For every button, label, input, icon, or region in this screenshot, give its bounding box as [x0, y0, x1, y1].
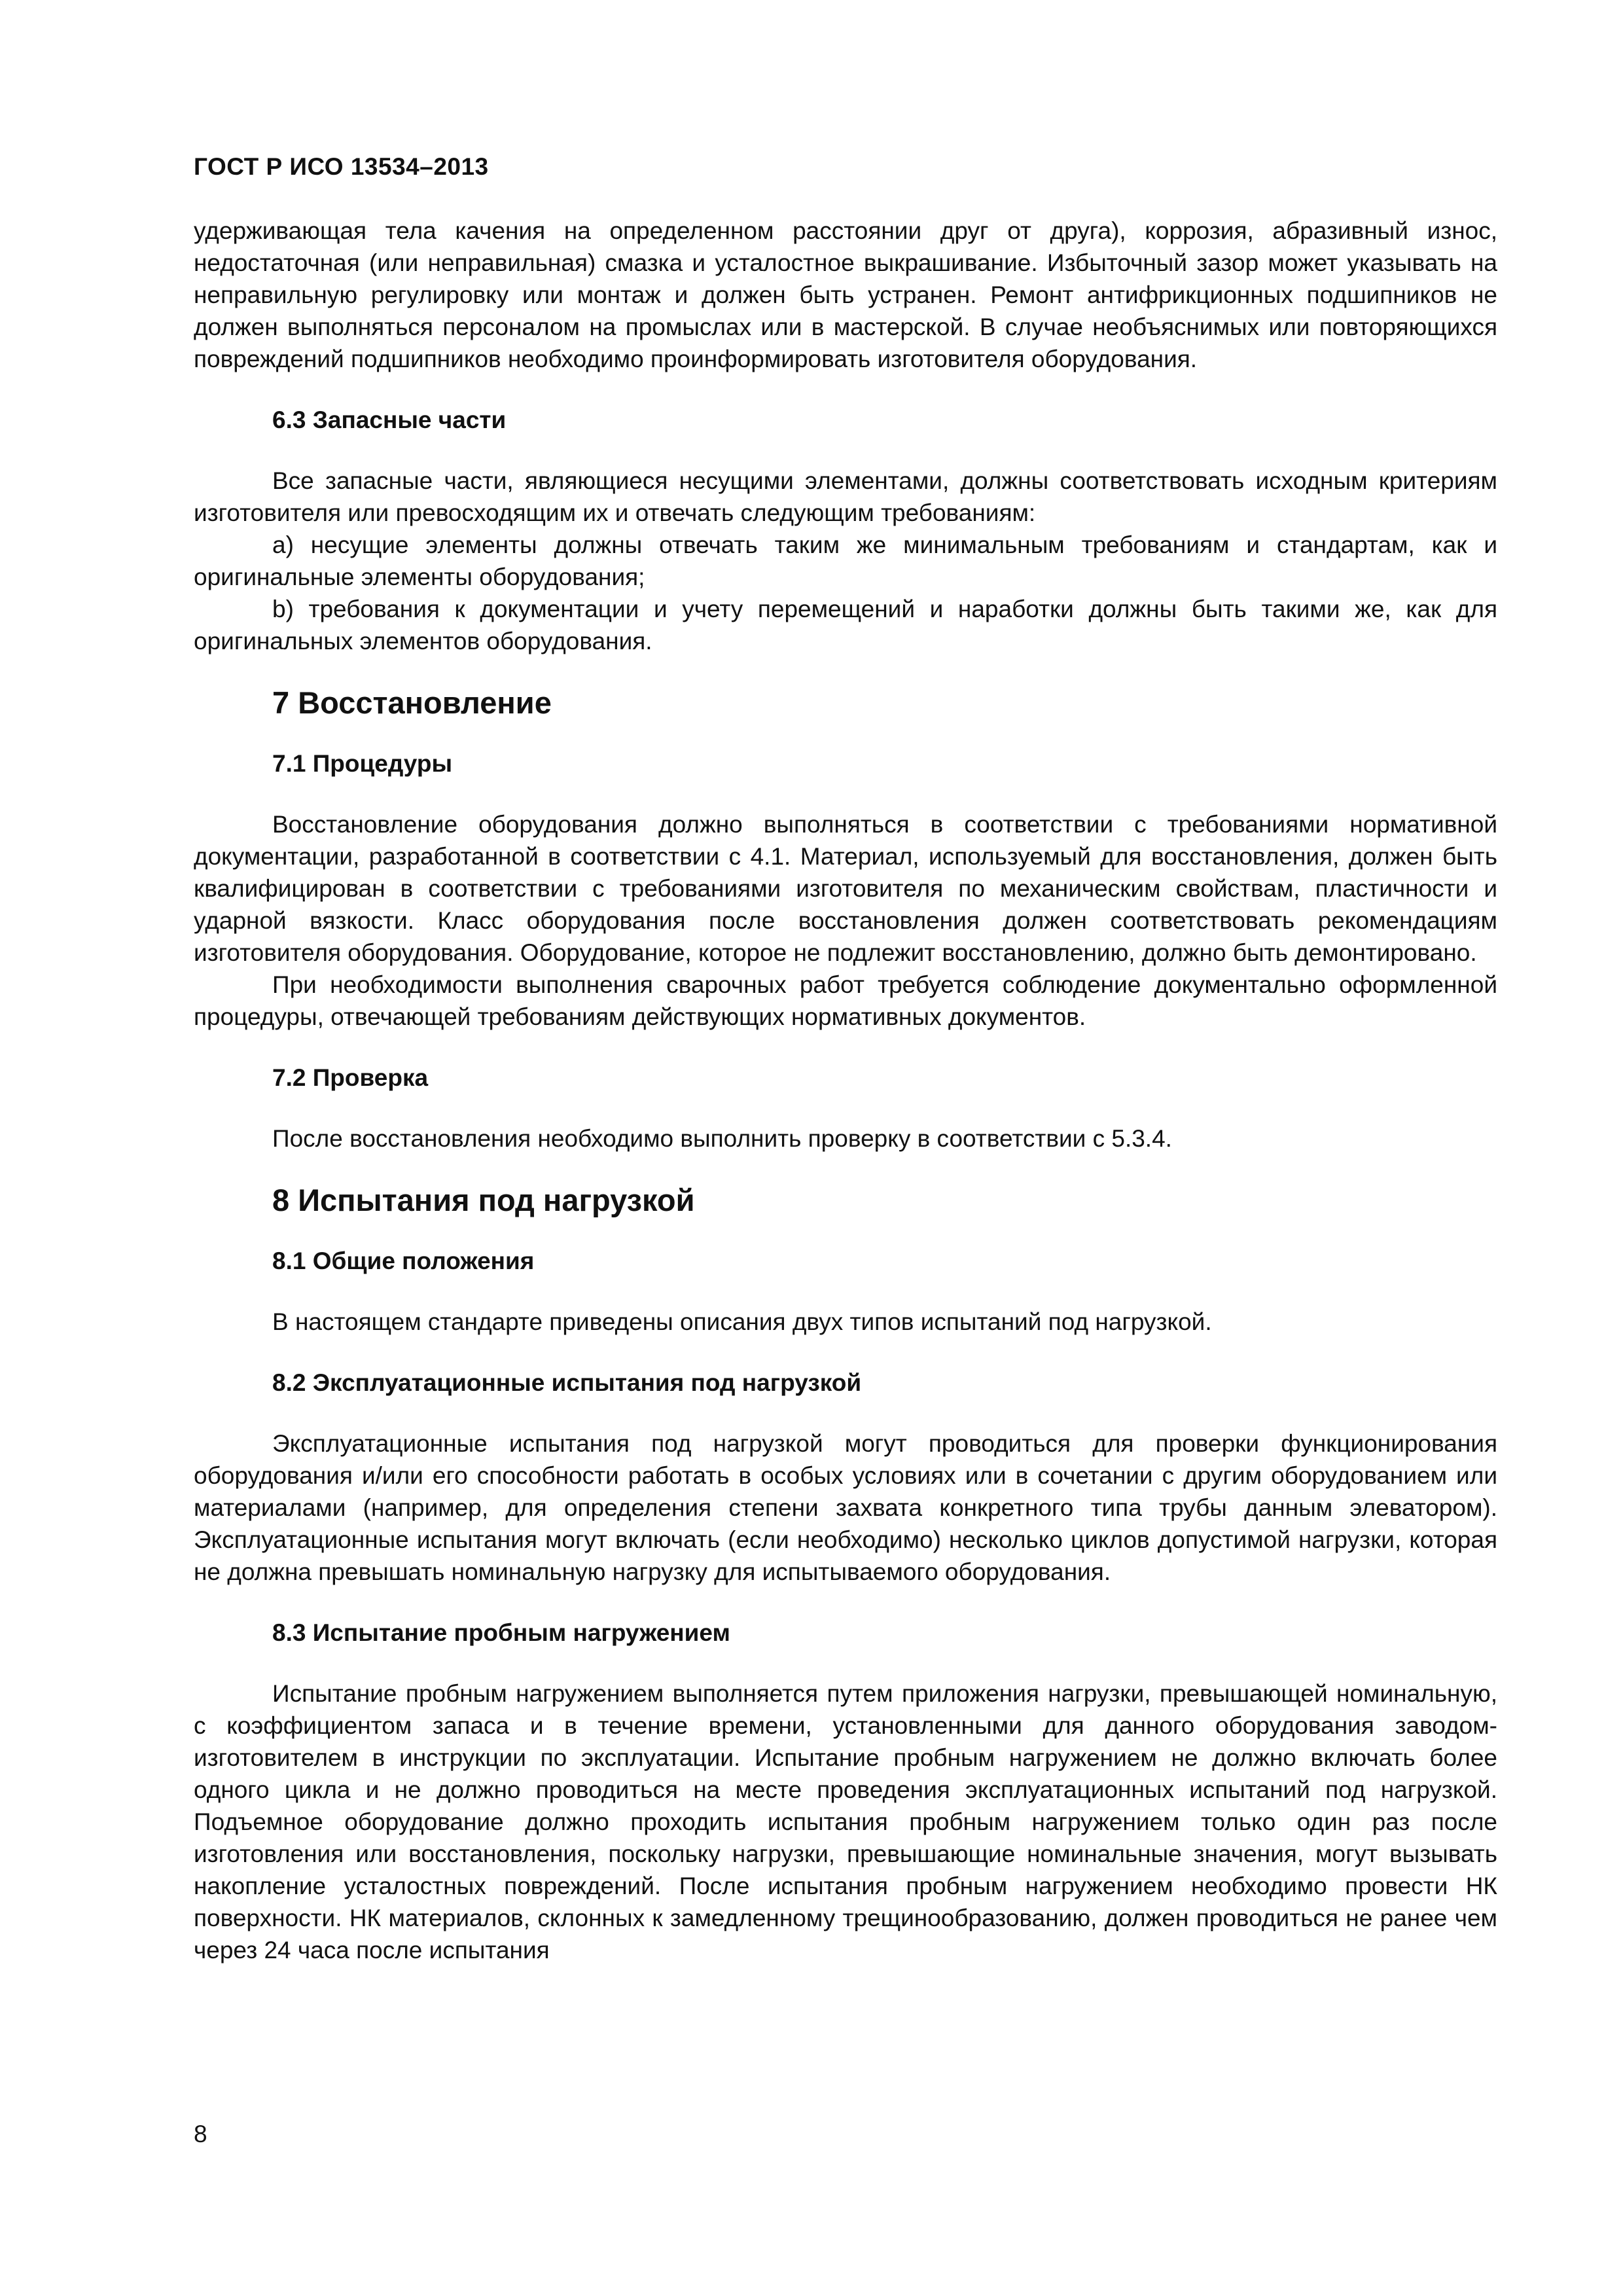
page-number: 8 [194, 2121, 207, 2147]
list-item-6-3-b: b) требования к документации и учету перемещений и наработки должны быть такими же, как для оригинальных элементов оборудования. [194, 596, 1497, 655]
document-header: ГОСТ Р ИСО 13534–2013 [194, 153, 489, 180]
section-heading-7: 7 Восстановление [272, 685, 552, 720]
section-heading-7-2: 7.2 Проверка [272, 1064, 429, 1091]
paragraph-7-2: После восстановления необходимо выполнить проверку в соответствии с 5.3.4. [272, 1125, 1172, 1152]
section-heading-8: 8 Испытания под нагрузкой [272, 1183, 695, 1217]
paragraph-6-3-intro: Все запасные части, являющиеся несущими элементами, должны соответствовать исходным критериям изготовителя или превосходящим их и отвечать следующим требованиям: [194, 467, 1497, 526]
section-heading-8-2: 8.2 Эксплуатационные испытания под нагрузкой [272, 1369, 862, 1396]
paragraph-8-2: Эксплуатационные испытания под нагрузкой могут проводиться для проверки функционирования оборудования и/или его способности работать в особых условиях или в сочетании с другим оборудованием или материалами (например, для определения степени захвата конкретного типа трубы данным элеватором). Эксплуатационные испытания могут включать (если необходимо) несколько циклов допустимой нагрузки, которая не должна превышать номинальную нагрузку для испытываемого оборудования. [194, 1430, 1497, 1585]
document-body [194, 215, 1497, 1966]
paragraph-8-1: В настоящем стандарте приведены описания двух типов испытаний под нагрузкой. [272, 1308, 1212, 1335]
paragraph-8-3: Испытание пробным нагружением выполняется путем приложения нагрузки, превышающей номинальную, с коэффициентом запаса и в течение времени, установленными для данного оборудования заводом-изготовителем в инструкции по эксплуатации. Испытание пробным нагружением не должно включать более одного цикла и не должно проводиться на месте проведения эксплуатационных испытаний под нагрузкой. Подъемное оборудование должно проходить испытания пробным нагружением только один раз после изготовления или восстановления, поскольку нагрузки, превышающие номинальные значения, могут вызывать накопление усталостных повреждений. После испытания пробным нагружением необходимо провести НК поверхности. НК материалов, склонных к замедленному трещинообразованию, должен проводиться не ранее чем через 24 часа после испытания [194, 1680, 1497, 1964]
section-heading-7-1: 7.1 Процедуры [272, 750, 453, 777]
paragraph-7-1-a: Восстановление оборудования должно выполняться в соответствии с требованиями нормативной документации, разработанной в соответствии с 4.1. Материал, используемый для восстановления, должен быть квалифицирован в соответствии с требованиями изготовителя по механическим свойствам, пластичности и ударной вязкости. Класс оборудования после восстановления должен соответствовать рекомендациям изготовителя оборудования. Оборудование, которое не подлежит восстановлению, должно быть демонтировано. [194, 811, 1497, 966]
paragraph-7-1-b: При необходимости выполнения сварочных работ требуется соблюдение документально оформленной процедуры, отвечающей требованиям действующих нормативных документов. [194, 971, 1497, 1030]
section-heading-8-1: 8.1 Общие положения [272, 1247, 535, 1274]
section-heading-8-3: 8.3 Испытание пробным нагружением [272, 1619, 730, 1646]
paragraph-intro: удерживающая тела качения на определенном расстоянии друг от друга), коррозия, абразивный износ, недостаточная (или неправильная) смазка и усталостное выкрашивание. Избыточный зазор может указывать на неправильную регулировку или монтаж и должен быть устранен. Ремонт антифрикционных подшипников не должен выполняться персоналом на промыслах или в мастерской. В случае необъяснимых или повторяющихся повреждений подшипников необходимо проинформировать изготовителя оборудования. [194, 217, 1497, 372]
list-item-6-3-a: a) несущие элементы должны отвечать таким же минимальным требованиям и стандартам, как и оригинальные элементы оборудования; [194, 531, 1497, 590]
section-heading-6-3: 6.3 Запасные части [272, 406, 507, 433]
